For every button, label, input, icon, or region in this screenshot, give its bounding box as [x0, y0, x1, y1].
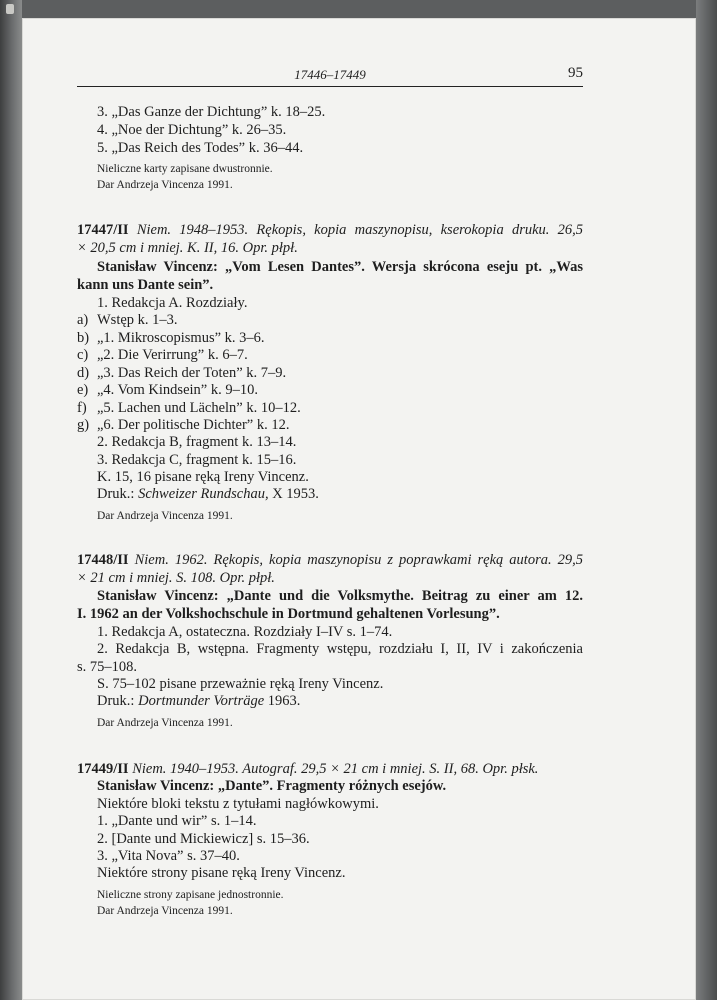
entry-17449-description — [77, 761, 583, 778]
entry-id: 17449/II — [77, 761, 129, 777]
hand-note: K. 15, 16 pisane ręką Ireny Vincenz. — [97, 469, 309, 485]
entry-title: Stanisław Vincenz: „Dante und die Volksmythe. Beitrag zu einer am 12. — [97, 588, 583, 604]
sub-item: c) „2. Die Verirrung” k. 6–7. — [77, 347, 248, 363]
note-line: Nieliczne karty zapisane dwustronnie. — [97, 163, 273, 175]
list-item: 3. Redakcja C, fragment k. 15–16. — [97, 452, 297, 468]
sub-item: g) „6. Der politische Dichter” k. 12. — [77, 417, 290, 433]
list-item: 2. [Dante und Mickiewicz] s. 15–36. — [97, 831, 310, 847]
entry-desc-cont: × 20,5 cm i mniej. K. II, 16. Opr. płpł. — [77, 240, 298, 256]
scan-speck — [6, 4, 14, 14]
list-item: 3. „Vita Nova” s. 37–40. — [97, 848, 240, 864]
running-title: 17446–17449 — [294, 67, 366, 82]
print-info: Druk.: Dortmunder Vorträge 1963. — [97, 693, 301, 709]
list-item: 5. „Das Reich des Todes” k. 36–44. — [97, 140, 304, 156]
entry-title: Stanisław Vincenz: „Vom Lesen Dantes”. Wersja skrócona eseju pt. „Was — [97, 259, 583, 275]
list-item: 2. Redakcja B, fragment k. 13–14. — [97, 434, 297, 450]
entry-17447-description — [77, 222, 583, 239]
print-info: Druk.: Schweizer Rundschau, X 1953. — [97, 486, 319, 502]
sub-item: a) Wstęp k. 1–3. — [77, 312, 178, 328]
entry-17448-description — [77, 552, 583, 569]
note-line: Dar Andrzeja Vincenza 1991. — [97, 717, 233, 729]
hand-note: Niektóre strony pisane ręką Ireny Vincenz. — [97, 865, 346, 881]
note-line: Dar Andrzeja Vincenza 1991. — [97, 510, 233, 522]
list-item: 1. Redakcja A. Rozdziały. — [97, 295, 248, 311]
sub-item: f) „5. Lachen und Lächeln” k. 10–12. — [77, 400, 301, 416]
entry-id: 17448/II — [77, 552, 129, 568]
entry-title-cont: I. 1962 an der Volkshochschule in Dortmund gehaltenen Vorlesung”. — [77, 606, 500, 622]
list-item: 2. Redakcja B, wstępna. Fragmenty wstępu, rozdziału I, II, IV i zakończenia — [97, 641, 583, 657]
list-item: 3. „Das Ganze der Dichtung” k. 18–25. — [97, 104, 326, 120]
scan-left-edge — [0, 0, 22, 1000]
list-item: 1. „Dante und wir” s. 1–14. — [97, 813, 257, 829]
entry-title: Stanisław Vincenz: „Dante”. Fragmenty różnych esejów. — [97, 778, 447, 794]
page-number: 95 — [568, 65, 583, 81]
sub-item: b) „1. Mikroscopismus” k. 3–6. — [77, 330, 265, 346]
note-line: Dar Andrzeja Vincenza 1991. — [97, 179, 233, 191]
entry-desc: Niem. 1962. Rękopis, kopia maszynopisu z poprawkami ręką autora. 29,5 — [134, 552, 583, 568]
hand-note: S. 75–102 pisane przeważnie ręką Ireny Vincenz. — [97, 676, 384, 692]
sub-item: e) „4. Vom Kindsein” k. 9–10. — [77, 382, 258, 398]
note-line: Dar Andrzeja Vincenza 1991. — [97, 905, 233, 917]
entry-desc: Niem. 1948–1953. Rękopis, kopia maszynopisu, kserokopia druku. 26,5 — [136, 222, 584, 238]
note-line: Nieliczne strony zapisane jednostronnie. — [97, 889, 284, 901]
page-header — [77, 64, 583, 87]
list-item-cont: s. 75–108. — [77, 659, 138, 675]
entry-id: 17447/II — [77, 222, 129, 238]
entry-title-cont: kann uns Dante sein”. — [77, 277, 214, 293]
entry-desc-cont: × 21 cm i mniej. S. 108. Opr. płpł. — [77, 570, 275, 586]
list-item: 4. „Noe der Dichtung” k. 26–35. — [97, 122, 287, 138]
scan-right-edge — [696, 0, 717, 1000]
entry-intro: Niektóre bloki tekstu z tytułami nagłówkowymi. — [97, 796, 379, 812]
sub-item: d) „3. Das Reich der Toten” k. 7–9. — [77, 365, 287, 381]
list-item: 1. Redakcja A, ostateczna. Rozdziały I–IV s. 1–74. — [97, 624, 393, 640]
entry-desc: Niem. 1940–1953. Autograf. 29,5 × 21 cm i mniej. S. II, 68. Opr. płsk. — [132, 761, 539, 777]
